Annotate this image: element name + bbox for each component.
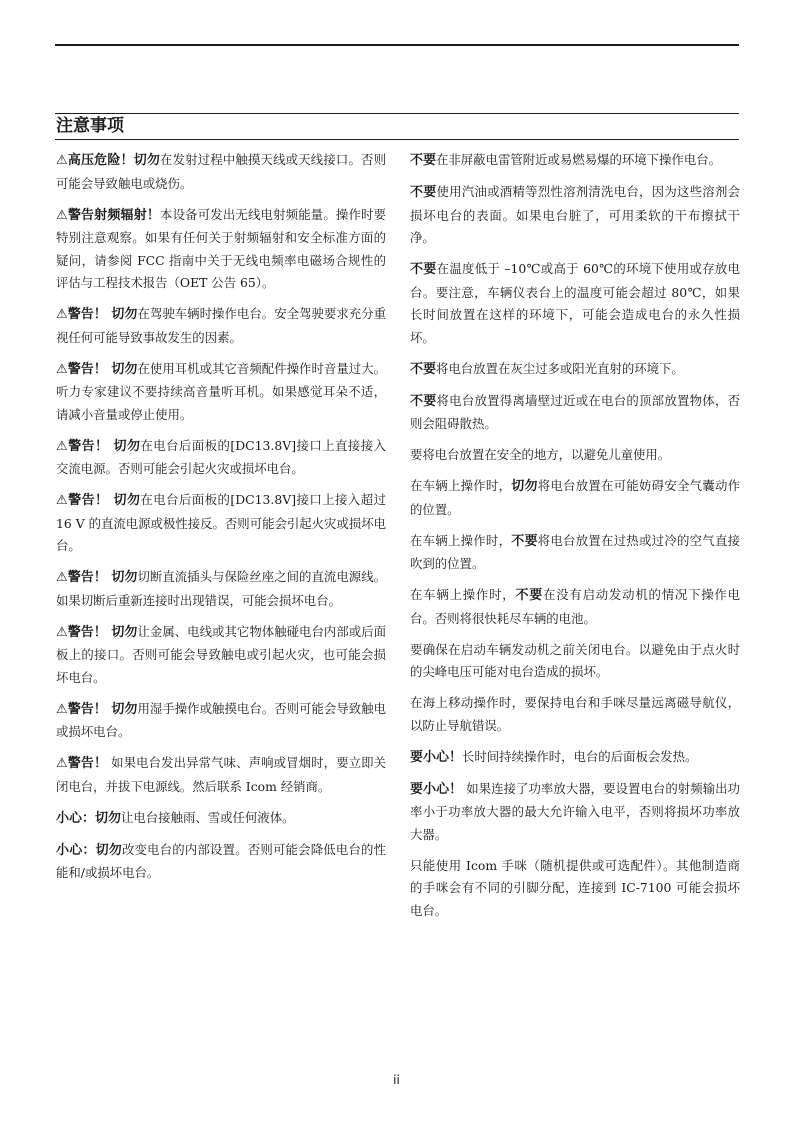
caution-text: 如果电台发出异常气味、声响或冒烟时，要立即关闭电台，并拔下电源线。然后联系 Icom 经销商。 <box>56 755 386 794</box>
caution-paragraph <box>56 698 386 744</box>
caution-paragraph <box>410 639 740 684</box>
caution-text: 本设备可发出无线电射频能量。操作时要特别注意观察。如果有任何关于射频辐射和安全标准方面的疑问，请参阅 FCC 指南中关于无线电频率电磁场合规性的评估与工程技术报告（OET 公告 65）。 <box>56 206 386 290</box>
caution-text: 长时间持续操作时，电台的后面板会发热。 <box>462 748 698 764</box>
caution-label: 高压危险！切勿 <box>67 153 161 168</box>
caution-paragraph <box>410 358 740 382</box>
caution-paragraph <box>410 444 740 467</box>
caution-paragraph <box>410 149 740 173</box>
caution-label: 不要 <box>410 361 437 377</box>
warning-triangle-icon: ⚠ <box>56 307 68 322</box>
caution-text: 在没有启动发动机的情况下操作电台。否则将很快耗尽车辆的电池。 <box>410 587 741 626</box>
warning-triangle-icon: ⚠ <box>56 756 68 771</box>
warning-triangle-icon: ⚠ <box>56 207 68 223</box>
caution-text: 在电台后面板的[DC13.8V]接口上接入超过 16 V 的直流电源或极性接反。否则可能会引起火灾或损坏电台。 <box>56 492 387 553</box>
title-rule-bottom <box>55 139 739 140</box>
caution-label: 不要 <box>515 588 544 603</box>
caution-label: 不要 <box>410 185 437 200</box>
caution-text: 在驾驶车辆时操作电台。安全驾驶要求充分重视任何可能导致事故发生的因素。 <box>56 306 387 345</box>
header-rule <box>55 44 739 46</box>
caution-paragraph <box>56 204 386 295</box>
caution-label: 小心：切勿 <box>56 810 122 826</box>
caution-label: 不要 <box>410 153 437 168</box>
caution-label: 警告！ 切勿 <box>67 361 138 377</box>
caution-paragraph <box>56 435 386 481</box>
caution-text: 将电台放置在过热或过冷的空气直接吹到的位置。 <box>410 532 740 571</box>
warning-triangle-icon: ⚠ <box>56 361 68 377</box>
caution-text: 在非屏蔽电雷管附近或易燃易爆的环境下操作电台。 <box>436 152 721 167</box>
caution-label: 不要 <box>410 262 437 277</box>
caution-paragraph <box>56 149 386 195</box>
caution-text: 在电台后面板的[DC13.8V]接口上直接接入交流电源。否则可能会引起火灾或损坏电台。 <box>56 437 387 476</box>
warning-triangle-icon: ⚠ <box>56 438 69 454</box>
caution-paragraph <box>56 807 386 831</box>
caution-paragraph <box>410 390 740 436</box>
caution-text: 要将电台放置在安全的地方，以避免儿童使用。 <box>410 447 671 462</box>
caution-label: 不要 <box>511 533 538 549</box>
caution-text: 改变电台的内部设置。否则可能会降低电台的性能和/或损坏电台。 <box>56 841 386 880</box>
caution-text: 要确保在启动车辆发动机之前关闭电台。以避免由于点火时的尖峰电压可能对电台造成的损坏。 <box>410 641 740 679</box>
caution-text: 使用汽油或酒精等烈性溶剂清洗电台，因为这些溶剂会损坏电台的表面。如果电台脏了，可用柔软的干布擦拭干净。 <box>410 184 740 245</box>
caution-paragraph <box>410 778 740 847</box>
caution-paragraph <box>410 181 740 250</box>
caution-text: 将电台放置得离墙壁过近或在电台的顶部放置物体，否则会阻碍散热。 <box>410 392 740 431</box>
caution-paragraph <box>410 258 740 349</box>
caution-paragraph <box>56 489 386 558</box>
caution-paragraph <box>410 475 740 521</box>
caution-text: 在使用耳机或其它音频配件操作时音量过大。听力专家建议不要持续高音量听耳机。如果感觉耳朵不适，请减小音量或停止使用。 <box>56 360 387 422</box>
warning-triangle-icon: ⚠ <box>56 701 68 717</box>
caution-paragraph <box>56 752 386 798</box>
caution-label: 警告射频辐射！ <box>67 207 161 223</box>
caution-label: 警告！ 切勿 <box>67 570 138 585</box>
caution-text: 在温度低于 –10℃或高于 60℃的环境下使用或存放电台。要注意，车辆仪表台上的温度可能会超过 80℃，如果长时间放置在这样的环境下，可能会造成电台的永久性损坏。 <box>410 261 740 345</box>
caution-label: 要小心！ <box>410 749 463 765</box>
caution-text: 在车辆上操作时， <box>410 532 512 548</box>
section-title: 注意事项 <box>56 116 124 136</box>
caution-text: 将电台放置在灰尘过多或阳光直射的环境下。 <box>436 360 684 376</box>
warning-triangle-icon: ⚠ <box>56 493 69 508</box>
caution-label: 警告！ 切勿 <box>67 307 138 322</box>
caution-paragraph <box>56 303 386 349</box>
caution-text: 用湿手操作或触摸电台。否则可能会导致触电或损坏电台。 <box>56 700 387 739</box>
warning-triangle-icon: ⚠ <box>56 624 68 640</box>
caution-label: 要小心！ <box>410 781 463 797</box>
caution-text: 在海上移动操作时，要保持电台和手咪尽量远离磁导航仪，以防止导航错误。 <box>410 695 740 733</box>
caution-paragraph <box>410 692 740 737</box>
caution-text: 让金属、电线或其它物体触碰电台内部或后面板上的接口。否则可能会导致触电或引起火灾，也可能会损坏电台。 <box>56 623 387 685</box>
caution-paragraph <box>56 621 386 690</box>
warning-triangle-icon: ⚠ <box>56 153 68 168</box>
caution-text: 在车辆上操作时， <box>410 587 516 602</box>
caution-paragraph <box>410 530 740 576</box>
caution-label: 警告！ <box>67 756 108 771</box>
warning-triangle-icon: ⚠ <box>56 570 68 585</box>
caution-paragraph <box>410 746 740 770</box>
caution-text: 如果连接了功率放大器，要设置电台的射频输出功率小于功率放大器的最大允许输入电平，否则将损坏功率放大器。 <box>410 780 740 842</box>
caution-text: 在发射过程中触摸天线或天线接口。否则可能会导致触电或烧伤。 <box>56 152 386 191</box>
caution-paragraph <box>410 584 740 630</box>
caution-label: 警告！ 切勿 <box>67 624 138 640</box>
caution-label: 警告！ 切勿 <box>68 493 141 508</box>
caution-text: 将电台放置在可能妨碍安全气囊动作的位置。 <box>410 478 740 517</box>
left-column <box>56 149 386 893</box>
caution-paragraph <box>56 566 386 612</box>
page-number: ii <box>393 1073 400 1087</box>
caution-text: 在车辆上操作时， <box>410 478 512 493</box>
caution-text: 只能使用 Icom 手咪（随机提供或可选配件）。其他制造商的手咪会有不同的引脚分配，连接到 IC-7100 可能会损坏电台。 <box>410 857 740 918</box>
caution-text: 让电台接触雨、雪或任何液体。 <box>121 809 295 825</box>
caution-text: 切断直流插头与保险丝座之间的直流电源线。如果切断后重新连接时出现错误，可能会损坏电台。 <box>56 569 387 608</box>
right-column <box>410 149 740 931</box>
caution-label: 警告！ 切勿 <box>68 438 141 454</box>
caution-label: 切勿 <box>511 479 538 494</box>
caution-paragraph <box>410 855 740 923</box>
title-rule-top <box>55 113 739 114</box>
caution-label: 小心：切勿 <box>56 842 122 858</box>
caution-paragraph <box>56 358 386 427</box>
caution-label: 不要 <box>410 393 437 409</box>
caution-label: 警告！ 切勿 <box>67 701 138 717</box>
caution-paragraph <box>56 839 386 885</box>
